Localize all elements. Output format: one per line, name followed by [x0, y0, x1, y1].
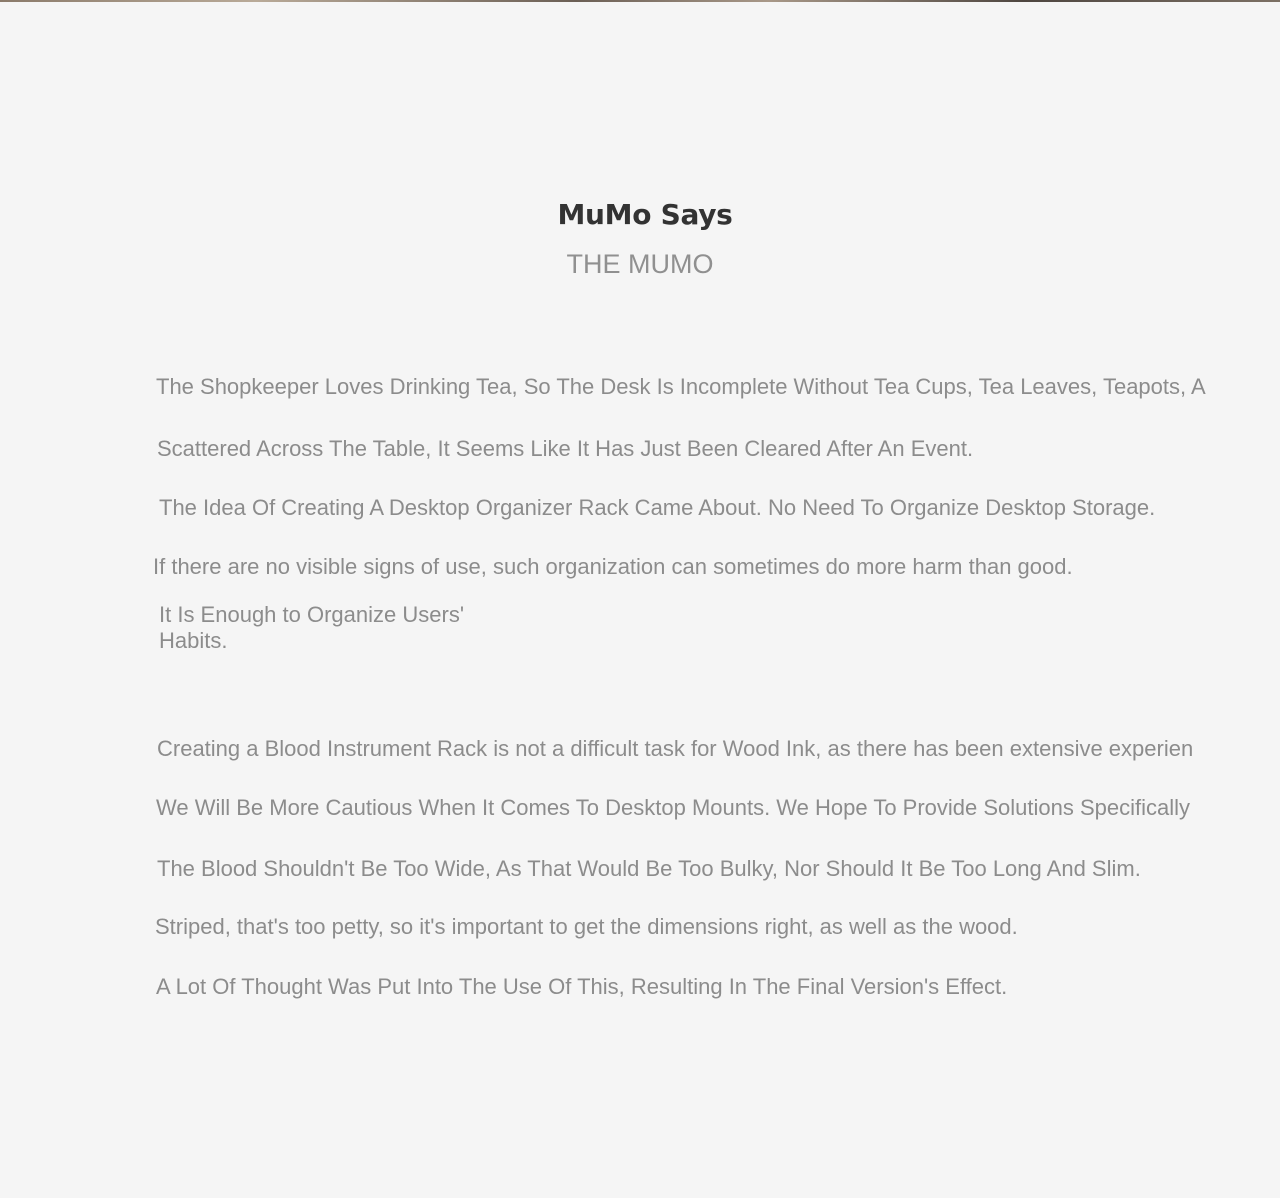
paragraph-line: The Shopkeeper Loves Drinking Tea, So The Desk Is Incomplete Without Tea Cups, Tea Leaves, Teapots, A [156, 374, 1206, 399]
paragraph-line: Striped, that's too petty, so it's important to get the dimensions right, as well as the wood. [155, 914, 1018, 939]
page-header [0, 198, 1280, 280]
paragraph-line: The Idea Of Creating A Desktop Organizer Rack Came About. No Need To Organize Desktop Storage. [159, 495, 1156, 520]
page-subtitle: THE MUMO [566, 249, 714, 279]
paragraph-line: It Is Enough to Organize Users' Habits. [159, 602, 465, 653]
paragraph-line: Creating a Blood Instrument Rack is not a difficult task for Wood Ink, as there has been extensive experien [157, 736, 1194, 761]
paragraph-line: If there are no visible signs of use, such organization can sometimes do more harm than good. [153, 554, 1073, 579]
paragraph-line: A Lot Of Thought Was Put Into The Use Of This, Resulting In The Final Version's Effect. [156, 974, 1008, 999]
paragraph-line: The Blood Shouldn't Be Too Wide, As That Would Be Too Bulky, Nor Should It Be Too Long And Slim. [157, 856, 1141, 881]
top-image-strip [0, 0, 1280, 2]
paragraph-line: We Will Be More Cautious When It Comes To Desktop Mounts. We Hope To Provide Solutions Specifically [156, 795, 1191, 820]
page-title: MuMo Says [557, 198, 733, 231]
paragraph-line: Scattered Across The Table, It Seems Like It Has Just Been Cleared After An Event. [157, 436, 974, 461]
